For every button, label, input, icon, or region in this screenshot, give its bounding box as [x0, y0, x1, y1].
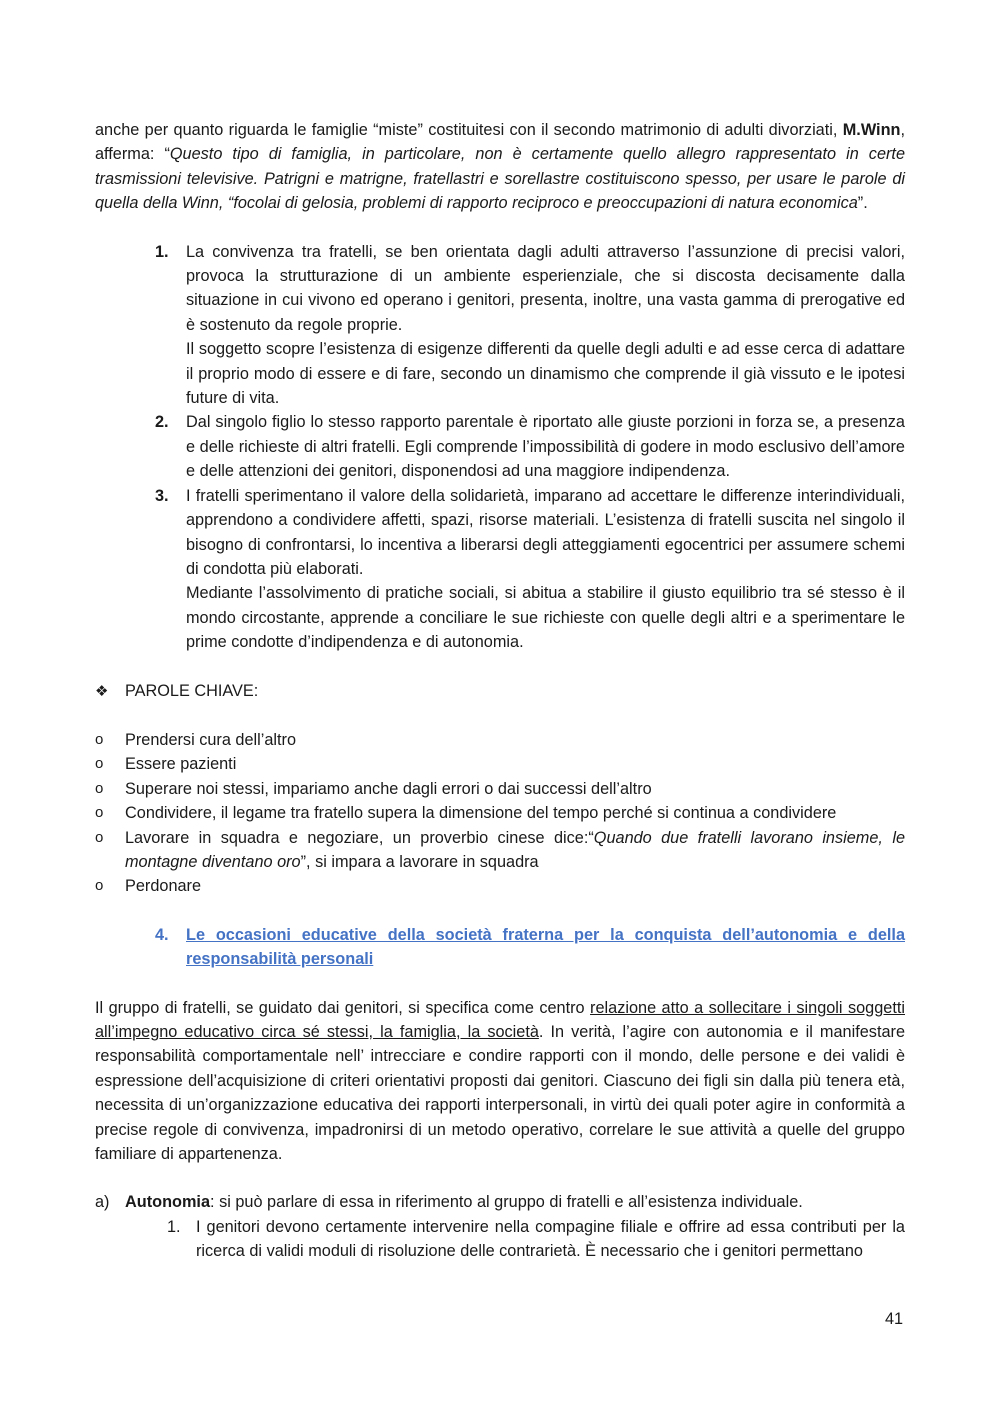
autonomia-item: a) Autonomia: si può parlare di essa in riferimento al gruppo di fratelli e all’esistenza individuale.	[95, 1190, 905, 1214]
list-item: 2. Dal singolo figlio lo stesso rapporto parentale è riportato alle giuste porzioni in forza se, a presenza e delle richieste di altri fratelli. Egli comprende l’impossibilità di godere in modo esclusivo dell’amore e delle attenzioni dei genitori, disponendosi ad una maggiore indipendenza.	[155, 410, 905, 483]
item-number: 2.	[155, 413, 169, 432]
page-number: 41	[885, 1310, 904, 1328]
diamond-bullet-icon: ❖	[95, 682, 109, 700]
section-title: Le occasioni educative della società fraterna per la conquista dell’autonomia e della responsabilità personali	[186, 925, 905, 969]
author-name: M.Winn	[842, 121, 901, 139]
keywords-list	[95, 728, 905, 899]
keywords-heading: ❖ PAROLE CHIAVE:	[95, 679, 905, 704]
circle-bullet-icon: o	[95, 755, 104, 773]
body-paragraph: Il gruppo di fratelli, se guidato dai genitori, si specifica come centro relazione atto a sollecitare i singoli soggetti all’impegno educativo circa sé stessi, la famiglia, la società. In verità, l’agire con autonomia e il manifestare responsabilità comportamentale nell’ intrecciare e condire rapporti con il mondo, delle persone e dei validi è espressione dell’acquisizione di criteri orientativi proposti dai genitori. Ciascuno dei figli sin dalla più tenera età, necessita di un’organizzazione educativa dei rapporti interpersonali, in virtù dei quali poter agire in conformità a precise regole di convivenza, impadronirsi di un metodo operativo, correlare le sue attività a quelle del gruppo familiare di appartenenza.	[95, 998, 905, 1164]
numbered-list	[95, 240, 905, 655]
list-item: o Condividere, il legame tra fratello supera la dimensione del tempo perché si continua a condividere	[95, 801, 905, 825]
list-item: o Perdonare	[95, 874, 905, 898]
list-item: 3. I fratelli sperimentano il valore della solidarietà, imparano ad accettare le differenze interindividuali, apprendono a condividere affetti, spazi, risorse materiali. L’esistenza di fratelli suscita nel singolo il bisogno di confrontarsi, lo incentiva a liberarsi degli atteggiamenti egocentrici per assumere schemi di condotta più elaborati. Mediante l’assolvimento di pratiche sociali, si abitua a stabilire il giusto equilibrio tra sé stesso è il mondo circostante, apprende a conciliare le sue richieste con quelle degli altri e a sperimentare le prime condotte d’indipendenza e di autonomia.	[155, 484, 905, 655]
autonomia-subitem: 1. I genitori devono certamente intervenire nella compagine filiale e offrire ad essa contributi per la ricerca di validi moduli di risoluzione delle contrarietà. È necessario che i genitori permettano	[95, 1215, 905, 1264]
list-item: o Essere pazienti	[95, 752, 905, 776]
intro-paragraph: anche per quanto riguarda le famiglie “miste” costituitesi con il secondo matrimonio di adulti divorziati, M.Winn, afferma: “Questo tipo di famiglia, in particolare, non è certamente quello allegro rappresentato in certe trasmissioni televisive. Patrigni e matrigne, fratellastri e sorellastre costituiscono spesso, per usare le parole di quella della Winn, “focolai di gelosia, problemi di rapporto reciproco e preoccupazioni di natura economica”.	[95, 121, 905, 213]
list-item: o Lavorare in squadra e negoziare, un proverbio cinese dice:“Quando due fratelli lavorano insieme, le montagne diventano oro”, si impara a lavorare in squadra	[95, 826, 905, 875]
winn-quote: Questo tipo di famiglia, in particolare, non è certamente quello allegro rappresentato in certe trasmissioni televisive. Patrigni e matrigne, fratellastri e sorellastre costituiscono spesso, per usare le parole di quella della Winn, “focolai di gelosia, problemi di rapporto reciproco e preoccupazioni di natura economica	[95, 145, 905, 213]
list-item: 1. La convivenza tra fratelli, se ben orientata dagli adulti attraverso l’assunzione di precisi valori, provoca la strutturazione di un ambiente esperienziale, che si discosta decisamente dalla situazione in cui vivono ed operano i genitori, presenta, inoltre, una vasta gamma di prerogative ed è sostenuto da regole proprie. Il soggetto scopre l’esistenza di esigenze differenti da quelle degli adulti e ad esse cerca di adattare il proprio modo di essere e di fare, secondo un dinamismo che comprende il già vissuto e le ipotesi future di vita.	[155, 240, 905, 411]
section-number: 4.	[155, 925, 169, 944]
circle-bullet-icon: o	[95, 730, 104, 748]
item-label: a)	[95, 1193, 110, 1212]
section-heading	[95, 923, 905, 972]
circle-bullet-icon: o	[95, 779, 104, 797]
item-number: 1.	[155, 242, 169, 261]
circle-bullet-icon: o	[95, 828, 104, 846]
circle-bullet-icon: o	[95, 877, 104, 895]
list-item: o Superare noi stessi, impariamo anche dagli errori o dai successi dell’altro	[95, 777, 905, 801]
document-page	[95, 118, 905, 1264]
list-item: o Prendersi cura dell’altro	[95, 728, 905, 752]
circle-bullet-icon: o	[95, 804, 104, 822]
item-number: 3.	[155, 486, 169, 505]
item-label: 1.	[167, 1217, 181, 1236]
